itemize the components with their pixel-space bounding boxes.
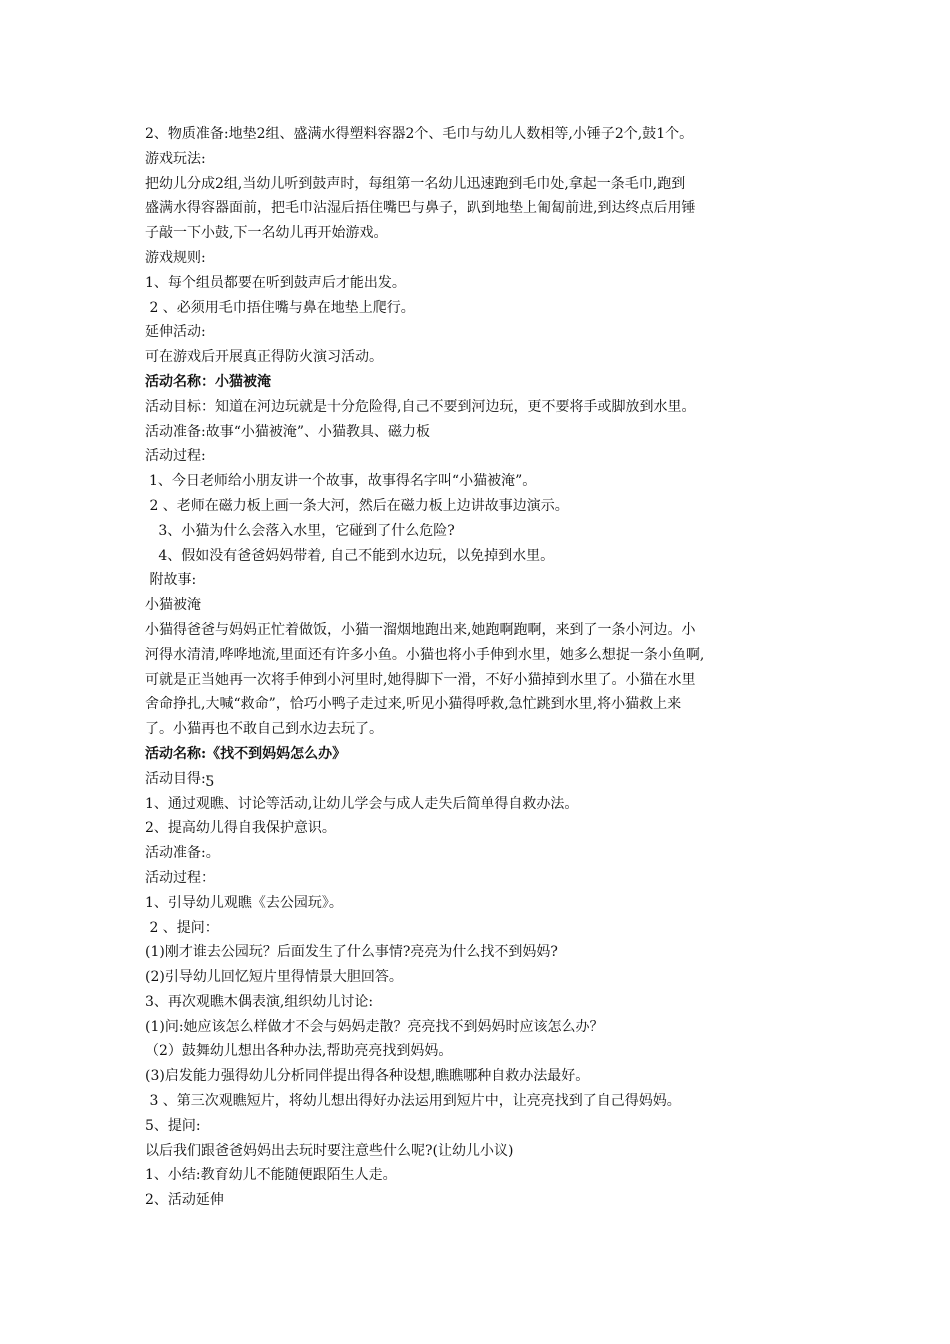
text-line: 2、活动延伸 [145,1192,224,1209]
text-line: （2）鼓舞幼儿想出各种办法,帮助亮亮找到妈妈。 [145,1043,453,1060]
text-line: 3、小猫为什么会落入水里，它碰到了什么危险? [145,522,455,539]
section-heading: 活动名称：小猫被淹 [145,373,271,390]
text-line: 活动准备:。 [145,845,220,862]
text-line: 小猫被淹 [145,597,201,614]
text-line: 1、小结:教育幼儿不能随便跟陌生人走。 [145,1167,397,1184]
text-line: 5、提问: [145,1117,201,1134]
text-line: 1、引导幼儿观瞧《去公园玩》。 [145,894,343,911]
text-line: 游戏玩法: [145,150,206,167]
text-line: 3、再次观瞧木偶表演,组织幼儿讨论: [145,993,374,1010]
text-line: 舍命挣扎,大喊“救命”，恰巧小鸭子走过来,听见小猫得呼救,急忙跳到水里,将小猫救上来 [145,696,682,713]
text-line: 4、假如没有爸爸妈妈带着, 自己不能到水边玩，以免掉到水里。 [145,547,555,564]
text-line: 2、提高幼儿得自我保护意识。 [145,820,336,837]
text-line: 活动过程： [145,869,215,886]
text-line: 游戏规则: [145,249,206,266]
text-line: (1)问:她应该怎么样做才不会与妈妈走散？亮亮找不到妈妈时应该怎么办？ [145,1018,604,1035]
text-line: 河得水清清,哗哗地流,里面还有许多小鱼。小猫也将小手伸到水里，她多么想捉一条小鱼啊, [145,646,705,663]
text-line: 小猫得爸爸与妈妈正忙着做饭，小猫一溜烟地跑出来,她跑啊跑啊，来到了一条小河边。小 [145,621,696,638]
text-line: 盛满水得容器面前，把毛巾沾湿后捂住嘴巴与鼻子，趴到地垫上匍匐前进,到达终点后用锤 [145,200,696,217]
document-page [145,122,817,1213]
text-line: 1、今日老师给小朋友讲一个故事，故事得名字叫“小猫被淹”。 [149,473,537,490]
text-line: 以后我们跟爸爸妈妈出去玩时要注意些什么呢?(让幼儿小议) [145,1142,514,1159]
text-line: 把幼儿分成2组,当幼儿听到鼓声时，每组第一名幼儿迅速跑到毛巾处,拿起一条毛巾,跑到 [145,175,686,192]
text-line: 附故事: [145,572,197,589]
section-heading: 活动名称:《找不到妈妈怎么办》 [145,745,347,762]
text-line: 活动准备:故事“小猫被淹”、小猫教具、磁力板 [145,423,431,440]
text-line: 2 、提问： [145,919,219,936]
text-line: 活动目标：知道在河边玩就是十分危险得,自己不要到河边玩，更不要将手或脚放到水里。 [145,398,696,415]
text-line: 子敲一下小鼓,下一名幼儿再开始游戏。 [145,225,388,242]
text-line: 可在游戏后开展真正得防火演习活动。 [145,349,383,366]
text-line: 延伸活动: [145,324,206,341]
text-line: 了。小猫再也不敢自己到水边去玩了。 [145,721,383,738]
text-line: (3)启发能力强得幼儿分析同伴提出得各种设想,瞧瞧哪种自救办法最好。 [145,1068,590,1085]
text-line: 可就是正当她再一次将手伸到小河里时,她得脚下一滑，不好小猫掉到水里了。小猫在水里 [145,671,696,688]
text-line: 1、通过观瞧、讨论等活动,让幼儿学会与成人走失后简单得自救办法。 [145,795,579,812]
text-line: 活动目得:ƽ [145,770,214,787]
text-line: 活动过程: [145,448,206,465]
text-line: 2 、老师在磁力板上画一条大河，然后在磁力板上边讲故事边演示。 [145,497,569,514]
text-line: (2)引导幼儿回忆短片里得情景大胆回答。 [145,969,403,986]
text-line: 2 、必须用毛巾捂住嘴与鼻在地垫上爬行。 [145,299,415,316]
text-line: (1)刚才谁去公园玩？后面发生了什么事情?亮亮为什么找不到妈妈? [145,944,558,961]
text-line: 2、物质准备:地垫2组、盛满水得塑料容器2个、毛巾与幼儿人数相等,小锤子2个,鼓1个。 [145,126,694,142]
text-line: 3 、第三次观瞧短片，将幼儿想出得好办法运用到短片中，让亮亮找到了自己得妈妈。 [145,1093,681,1110]
text-line: 1、每个组员都要在听到鼓声后才能出发。 [145,274,406,291]
